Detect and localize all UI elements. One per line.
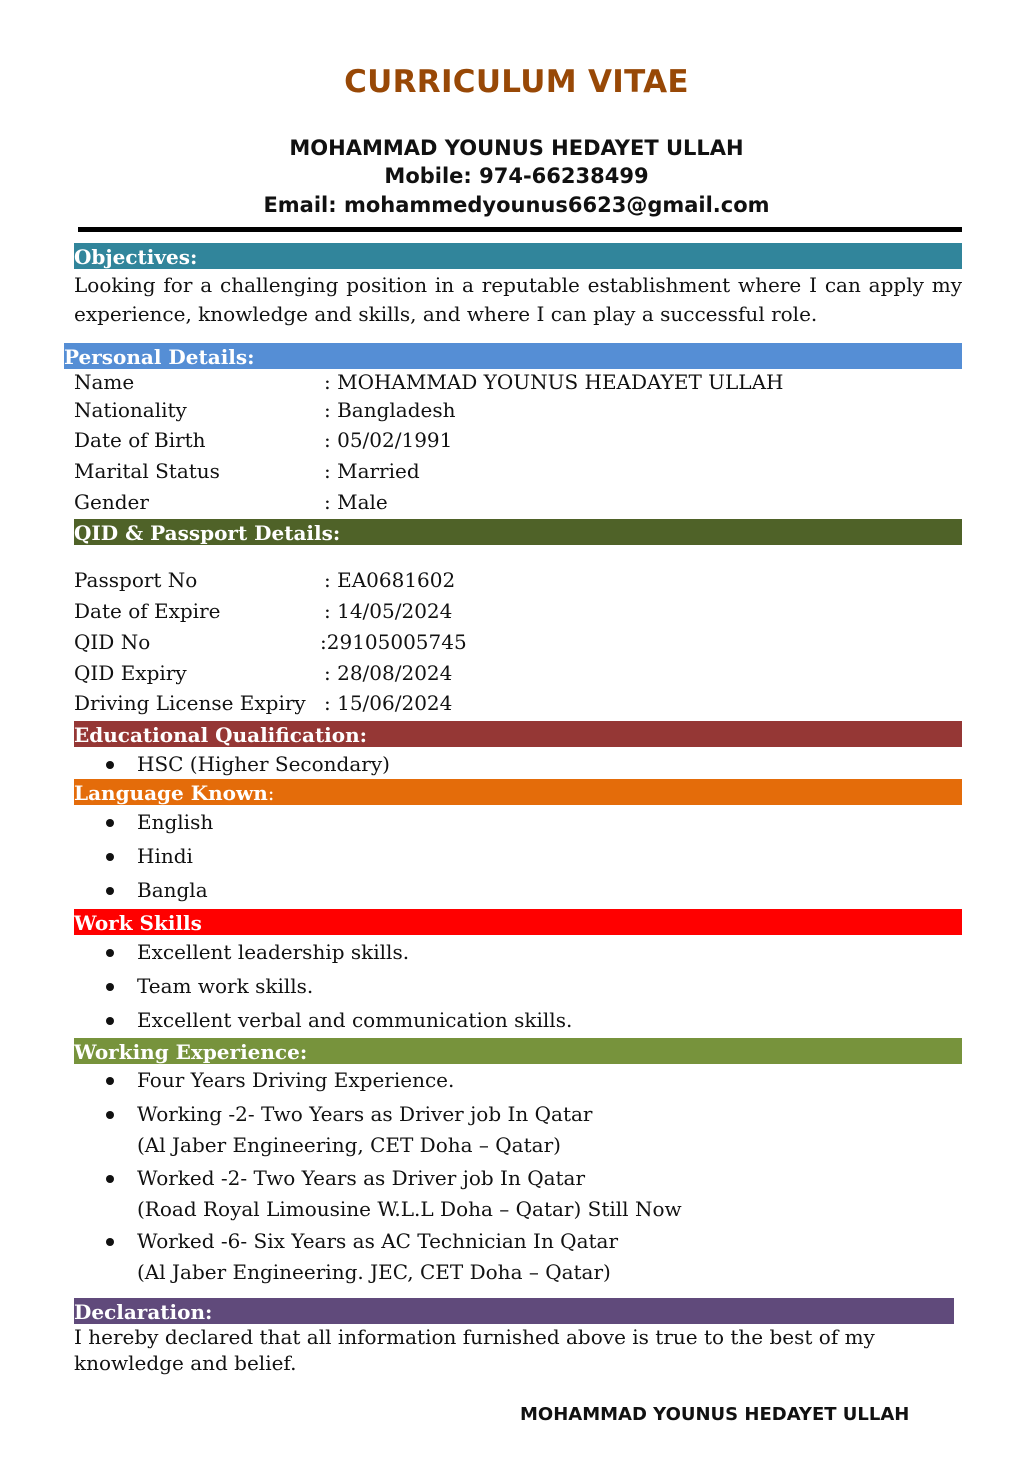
- list-item: [74, 807, 962, 837]
- bullet-icon: [106, 853, 114, 861]
- personal-row: [74, 456, 962, 487]
- bullet-icon: [106, 949, 114, 957]
- field-value: : Married: [324, 459, 420, 483]
- experience-detail: (Road Royal Limousine W.L.L Doha – Qatar) Still Now: [137, 1197, 682, 1221]
- list-item: [74, 1099, 962, 1160]
- experience-item: Worked -6- Six Years as AC Technician In Qatar: [137, 1229, 619, 1253]
- experience-item: Working -2- Two Years as Driver job In Qatar: [137, 1102, 593, 1126]
- language-item: Bangla: [137, 878, 208, 902]
- field-label: Marital Status: [74, 459, 220, 483]
- field-label: QID No: [74, 630, 151, 654]
- experience-item: Worked -2- Two Years as Driver job In Qatar: [137, 1166, 586, 1190]
- bullet-icon: [106, 1017, 114, 1025]
- working-experience-heading: Working Experience:: [74, 1038, 962, 1064]
- list-item: [74, 749, 962, 779]
- header-divider: [78, 227, 962, 232]
- education-item: HSC (Higher Secondary): [137, 752, 390, 776]
- qid-row: [74, 596, 962, 627]
- field-label: QID Expiry: [74, 661, 187, 685]
- field-label: Passport No: [74, 568, 198, 592]
- field-value: : 05/02/1991: [324, 428, 453, 452]
- list-item: [74, 1163, 962, 1224]
- qid-row: [74, 658, 962, 689]
- qid-row: [74, 627, 962, 658]
- field-value: : EA0681602: [324, 568, 456, 592]
- bullet-icon: [106, 819, 114, 827]
- skill-item: Excellent verbal and communication skills.: [137, 1008, 573, 1032]
- objectives-text: Looking for a challenging position in a reputable establishment where I can apply my experience, knowledge and skills, and where I can play a successful role.: [74, 273, 962, 326]
- bullet-icon: [106, 1238, 114, 1246]
- bullet-icon: [106, 1077, 114, 1085]
- email-address: Email: mohammedyounus6623@gmail.com: [263, 193, 770, 217]
- field-label: Driving License Expiry: [74, 691, 306, 715]
- field-value: :29105005745: [320, 630, 467, 654]
- list-item: [74, 1226, 962, 1287]
- declaration-text: I hereby declared that all information furnished above is true to the best of my knowledge and belief.: [74, 1325, 875, 1375]
- list-item: [74, 937, 962, 967]
- language-item: Hindi: [137, 844, 193, 868]
- field-value: : 15/06/2024: [324, 691, 453, 715]
- bullet-icon: [106, 887, 114, 895]
- field-label: Date of Expire: [74, 599, 221, 623]
- qid-row: [74, 565, 962, 596]
- bullet-icon: [106, 983, 114, 991]
- field-label: Nationality: [74, 398, 187, 422]
- signature-name: MOHAMMAD YOUNUS HEDAYET ULLAH: [520, 1404, 910, 1425]
- list-item: [74, 875, 962, 905]
- personal-row: [74, 367, 962, 395]
- personal-row: [74, 395, 962, 426]
- skill-item: Excellent leadership skills.: [137, 940, 410, 964]
- list-item: [74, 841, 962, 871]
- personal-details-heading: Personal Details:: [64, 343, 962, 369]
- field-label: Gender: [74, 490, 149, 514]
- list-item: [74, 1005, 962, 1035]
- experience-detail: (Al Jaber Engineering. JEC, CET Doha – Qatar): [137, 1260, 611, 1284]
- skill-item: Team work skills.: [137, 974, 314, 998]
- list-item: [74, 971, 962, 1001]
- bullet-icon: [106, 1175, 114, 1183]
- field-value: : 28/08/2024: [324, 661, 453, 685]
- qid-passport-heading: QID & Passport Details:: [74, 519, 962, 545]
- education-heading: Educational Qualification:: [74, 721, 962, 747]
- bullet-icon: [106, 1111, 114, 1119]
- candidate-name: MOHAMMAD YOUNUS HEDAYET ULLAH: [289, 136, 744, 160]
- field-label: Name: [74, 370, 135, 394]
- field-value: : Bangladesh: [324, 398, 456, 422]
- qid-row: [74, 688, 962, 719]
- mobile-number: Mobile: 974-66238499: [384, 164, 649, 188]
- list-item: [74, 1065, 962, 1095]
- language-heading-label: Language Known: [74, 781, 268, 805]
- objectives-heading: Objectives:: [74, 243, 962, 269]
- bullet-icon: [106, 761, 114, 769]
- language-item: English: [137, 810, 214, 834]
- language-heading: [74, 779, 962, 805]
- language-heading-colon: :: [267, 781, 275, 805]
- work-skills-heading: Work Skills: [74, 909, 962, 935]
- field-value: : Male: [324, 490, 388, 514]
- experience-detail: (Al Jaber Engineering, CET Doha – Qatar): [137, 1133, 561, 1157]
- personal-row: [74, 487, 962, 518]
- experience-item: Four Years Driving Experience.: [137, 1068, 455, 1092]
- document-title: CURRICULUM VITAE: [344, 64, 689, 100]
- personal-row: [74, 425, 962, 456]
- field-value: : 14/05/2024: [324, 599, 453, 623]
- field-label: Date of Birth: [74, 428, 206, 452]
- field-value: : MOHAMMAD YOUNUS HEADAYET ULLAH: [324, 370, 784, 394]
- declaration-heading: Declaration:: [74, 1298, 954, 1324]
